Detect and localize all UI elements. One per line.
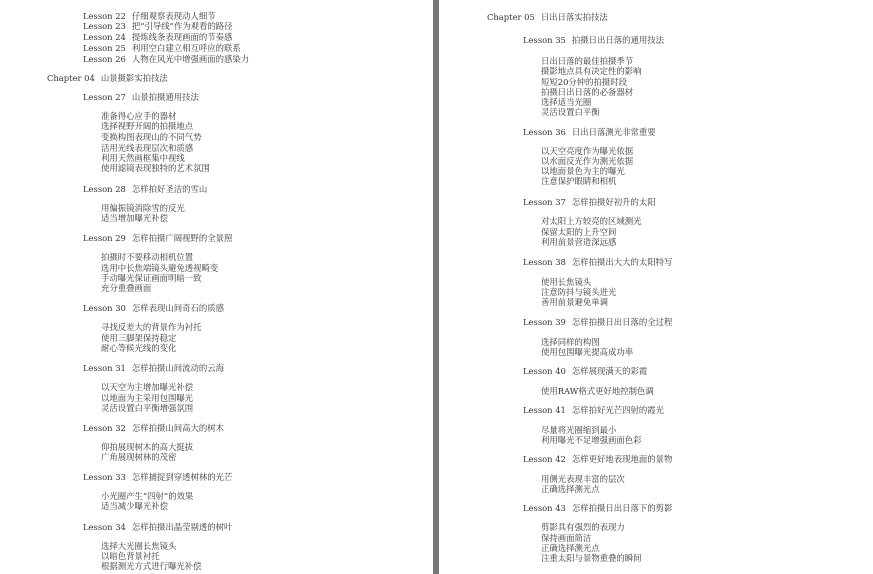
lesson-title: 怎样拍摄广阔视野的全景照 — [131, 233, 233, 243]
toc-lesson-lesson-40 — [523, 366, 647, 376]
lesson-title: 怎样拍摄日出日落下的剪影 — [571, 503, 673, 513]
toc-subtopic: 选择视野开阔的拍摄地点 — [101, 121, 194, 131]
lesson-number: Lesson 37 — [523, 197, 566, 207]
toc-subtopic: 拍摄时不要移动相机位置 — [101, 252, 194, 262]
toc-subtopic: 灵活设置白平衡增强氛围 — [101, 403, 194, 413]
lesson-title: 怎样拍摄好初升的太阳 — [571, 197, 656, 207]
toc-lesson-lesson-39 — [523, 317, 672, 327]
toc-subtopic: 以地面为主采用包围曝光 — [101, 393, 194, 403]
toc-subtopic: 使用长焦镜头 — [541, 277, 592, 287]
lesson-number: Lesson 31 — [83, 363, 126, 373]
lesson-number: Lesson 36 — [523, 127, 566, 137]
toc-lesson-lesson-32 — [83, 423, 224, 433]
toc-subtopic: 仰拍展现树木的高大挺拔 — [101, 442, 194, 452]
toc-lesson-lesson-35 — [523, 35, 664, 45]
lesson-number: Lesson 40 — [523, 366, 566, 376]
lesson-title: 怎样拍摄日出日落的全过程 — [571, 317, 673, 327]
toc-subtopic: 剪影具有强烈的表现力 — [541, 522, 625, 532]
toc-subtopic: 使用滤镜表现独特的艺术氛围 — [101, 163, 210, 173]
toc-subtopic: 以天空为主增加曝光补偿 — [101, 382, 194, 392]
toc-subtopic: 手动曝光保证画面明暗一致 — [101, 273, 202, 283]
toc-subtopic: 寻找反差大的背景作为衬托 — [101, 322, 202, 332]
toc-subtopic: 选用中长焦端镜头避免透视畸变 — [101, 263, 219, 273]
lesson-number: Lesson 35 — [523, 35, 566, 45]
lesson-title: 怎样拍好圣洁的雪山 — [131, 184, 208, 194]
toc-subtopic: 准备得心应手的器材 — [101, 111, 177, 121]
toc-lesson-lesson-25 — [83, 43, 241, 53]
toc-subtopic: 以地面景色为主的曝光 — [541, 166, 625, 176]
toc-subtopic: 选择同样的构图 — [541, 337, 600, 347]
lesson-number: Lesson 43 — [523, 503, 566, 513]
chapter-title: 日出日落实拍技法 — [540, 12, 608, 22]
toc-chapter-chapter-04 — [47, 73, 168, 83]
toc-subtopic: 用侧光表现丰富的层次 — [541, 474, 625, 484]
toc-lesson-lesson-29 — [83, 233, 232, 243]
lesson-title: 怎样拍好光芒四射的霞光 — [571, 405, 664, 415]
lesson-number: Lesson 25 — [83, 43, 126, 53]
toc-chapter-chapter-05 — [487, 12, 608, 22]
chapter-number: Chapter 05 — [487, 12, 535, 22]
lesson-title: 仔细观察表现动人细节 — [131, 11, 216, 21]
toc-subtopic: 适当增加曝光补偿 — [101, 213, 168, 223]
toc-lesson-lesson-34 — [83, 522, 232, 532]
toc-subtopic: 正确选择测光点 — [541, 484, 600, 494]
toc-lesson-lesson-33 — [83, 472, 232, 482]
toc-subtopic: 对太阳上方较亮的区域测光 — [541, 216, 642, 226]
toc-subtopic: 根据测光方式进行曝光补偿 — [101, 561, 202, 571]
lesson-number: Lesson 32 — [83, 423, 126, 433]
toc-subtopic: 注意防抖与镜头进光 — [541, 287, 617, 297]
lesson-title: 怎样拍摄出大大的太阳特写 — [571, 257, 673, 267]
toc-lesson-lesson-31 — [83, 363, 224, 373]
toc-lesson-lesson-30 — [83, 303, 224, 313]
toc-subtopic: 日出日落的最佳拍摄季节 — [541, 56, 634, 66]
toc-lesson-lesson-43 — [523, 503, 672, 513]
lesson-number: Lesson 28 — [83, 184, 126, 194]
toc-subtopic: 使用包围曝光提高成功率 — [541, 347, 634, 357]
toc-lesson-lesson-24 — [83, 32, 232, 42]
toc-lesson-lesson-22 — [83, 11, 216, 21]
lesson-title: 山景拍摄通用技法 — [131, 92, 199, 102]
lesson-number: Lesson 42 — [523, 454, 566, 464]
toc-subtopic: 摄影地点具有决定性的影响 — [541, 66, 642, 76]
toc-subtopic: 利用曝光不足增强画面色彩 — [541, 435, 642, 445]
toc-subtopic: 选择大光圈长焦镜头 — [101, 541, 177, 551]
lesson-title: 人物在风光中增强画面的感染力 — [131, 54, 250, 64]
toc-subtopic: 拍摄日出日落的必备器材 — [541, 87, 634, 97]
toc-lesson-lesson-26 — [83, 54, 249, 64]
toc-lesson-lesson-41 — [523, 405, 664, 415]
lesson-number: Lesson 33 — [83, 472, 126, 482]
lesson-number: Lesson 29 — [83, 233, 126, 243]
toc-subtopic: 活用光线表现层次和质感 — [101, 143, 194, 153]
lesson-title: 怎样展现满天的彩霞 — [571, 366, 648, 376]
toc-subtopic: 选择适当光圈 — [541, 97, 592, 107]
toc-lesson-lesson-37 — [523, 197, 656, 207]
toc-subtopic: 广角展现树林的茂密 — [101, 452, 177, 462]
right-page — [439, 0, 873, 574]
lesson-title: 利用空白建立相互呼应的联系 — [131, 43, 241, 53]
toc-subtopic: 耐心等候光线的变化 — [101, 343, 177, 353]
chapter-number: Chapter 04 — [47, 73, 95, 83]
lesson-title: 日出日落测光非常重要 — [571, 127, 656, 137]
lesson-title: 怎样拍摄出晶莹剔透的树叶 — [131, 522, 233, 532]
toc-subtopic: 利用天然画框集中视线 — [101, 153, 185, 163]
toc-subtopic: 以天空亮度作为曝光依据 — [541, 146, 634, 156]
lesson-number: Lesson 23 — [83, 21, 126, 31]
toc-subtopic: 正确选择测光点 — [541, 543, 600, 553]
toc-subtopic: 充分重叠画面 — [101, 283, 152, 293]
toc-lesson-lesson-28 — [83, 184, 207, 194]
lesson-title: 提炼线条表现画面的节奏感 — [131, 32, 233, 42]
toc-subtopic: 注重太阳与景物重叠的瞬间 — [541, 553, 642, 563]
toc-lesson-lesson-42 — [523, 454, 672, 464]
toc-subtopic: 以水面反光作为测光依据 — [541, 156, 634, 166]
lesson-number: Lesson 39 — [523, 317, 566, 327]
toc-subtopic: 保持画面简洁 — [541, 533, 592, 543]
toc-lesson-lesson-36 — [523, 127, 656, 137]
toc-subtopic: 变换构图表现山的不同气势 — [101, 132, 202, 142]
toc-lesson-lesson-23 — [83, 21, 233, 31]
lesson-number: Lesson 26 — [83, 54, 126, 64]
toc-subtopic: 注意保护眼睛和相机 — [541, 176, 617, 186]
lesson-number: Lesson 30 — [83, 303, 126, 313]
lesson-number: Lesson 27 — [83, 92, 126, 102]
toc-lesson-lesson-38 — [523, 257, 672, 267]
toc-subtopic: 小光圈产生“四射”的效果 — [101, 491, 194, 501]
lesson-number: Lesson 22 — [83, 11, 126, 21]
lesson-title: 怎样表现山间奇石的质感 — [131, 303, 224, 313]
toc-subtopic: 适当减少曝光补偿 — [101, 501, 168, 511]
lesson-title: 怎样拍摄山间流动的云海 — [131, 363, 224, 373]
toc-subtopic: 利用前景营造深远感 — [541, 237, 617, 247]
toc-lesson-lesson-27 — [83, 92, 199, 102]
lesson-number: Lesson 24 — [83, 32, 126, 42]
left-page — [0, 0, 433, 574]
lesson-title: 把“引导线”作为观看的路径 — [131, 21, 233, 31]
toc-subtopic: 尽量将光圈缩到最小 — [541, 425, 617, 435]
toc-subtopic: 使用三脚架保持稳定 — [101, 333, 177, 343]
toc-subtopic: 善用前景避免单调 — [541, 297, 608, 307]
lesson-number: Lesson 34 — [83, 522, 126, 532]
lesson-title: 怎样拍摄山间高大的树木 — [131, 423, 224, 433]
lesson-number: Lesson 38 — [523, 257, 566, 267]
toc-subtopic: 用偏振镜消除雪的反光 — [101, 203, 185, 213]
toc-subtopic: 保留太阳的上升空间 — [541, 227, 617, 237]
lesson-title: 怎样捕捉到穿透树林的光芒 — [131, 472, 233, 482]
lesson-number: Lesson 41 — [523, 405, 566, 415]
toc-subtopic: 以暗色背景衬托 — [101, 551, 160, 561]
toc-subtopic: 使用RAW格式更好地控制色调 — [541, 386, 654, 396]
toc-subtopic: 短短20分钟的拍摄时段 — [541, 77, 628, 87]
chapter-title: 山景摄影实拍技法 — [100, 73, 168, 83]
lesson-title: 怎样更好地表现地面的景物 — [571, 454, 673, 464]
toc-subtopic: 灵活设置白平衡 — [541, 107, 600, 117]
lesson-title: 拍摄日出日落的通用技法 — [571, 35, 664, 45]
